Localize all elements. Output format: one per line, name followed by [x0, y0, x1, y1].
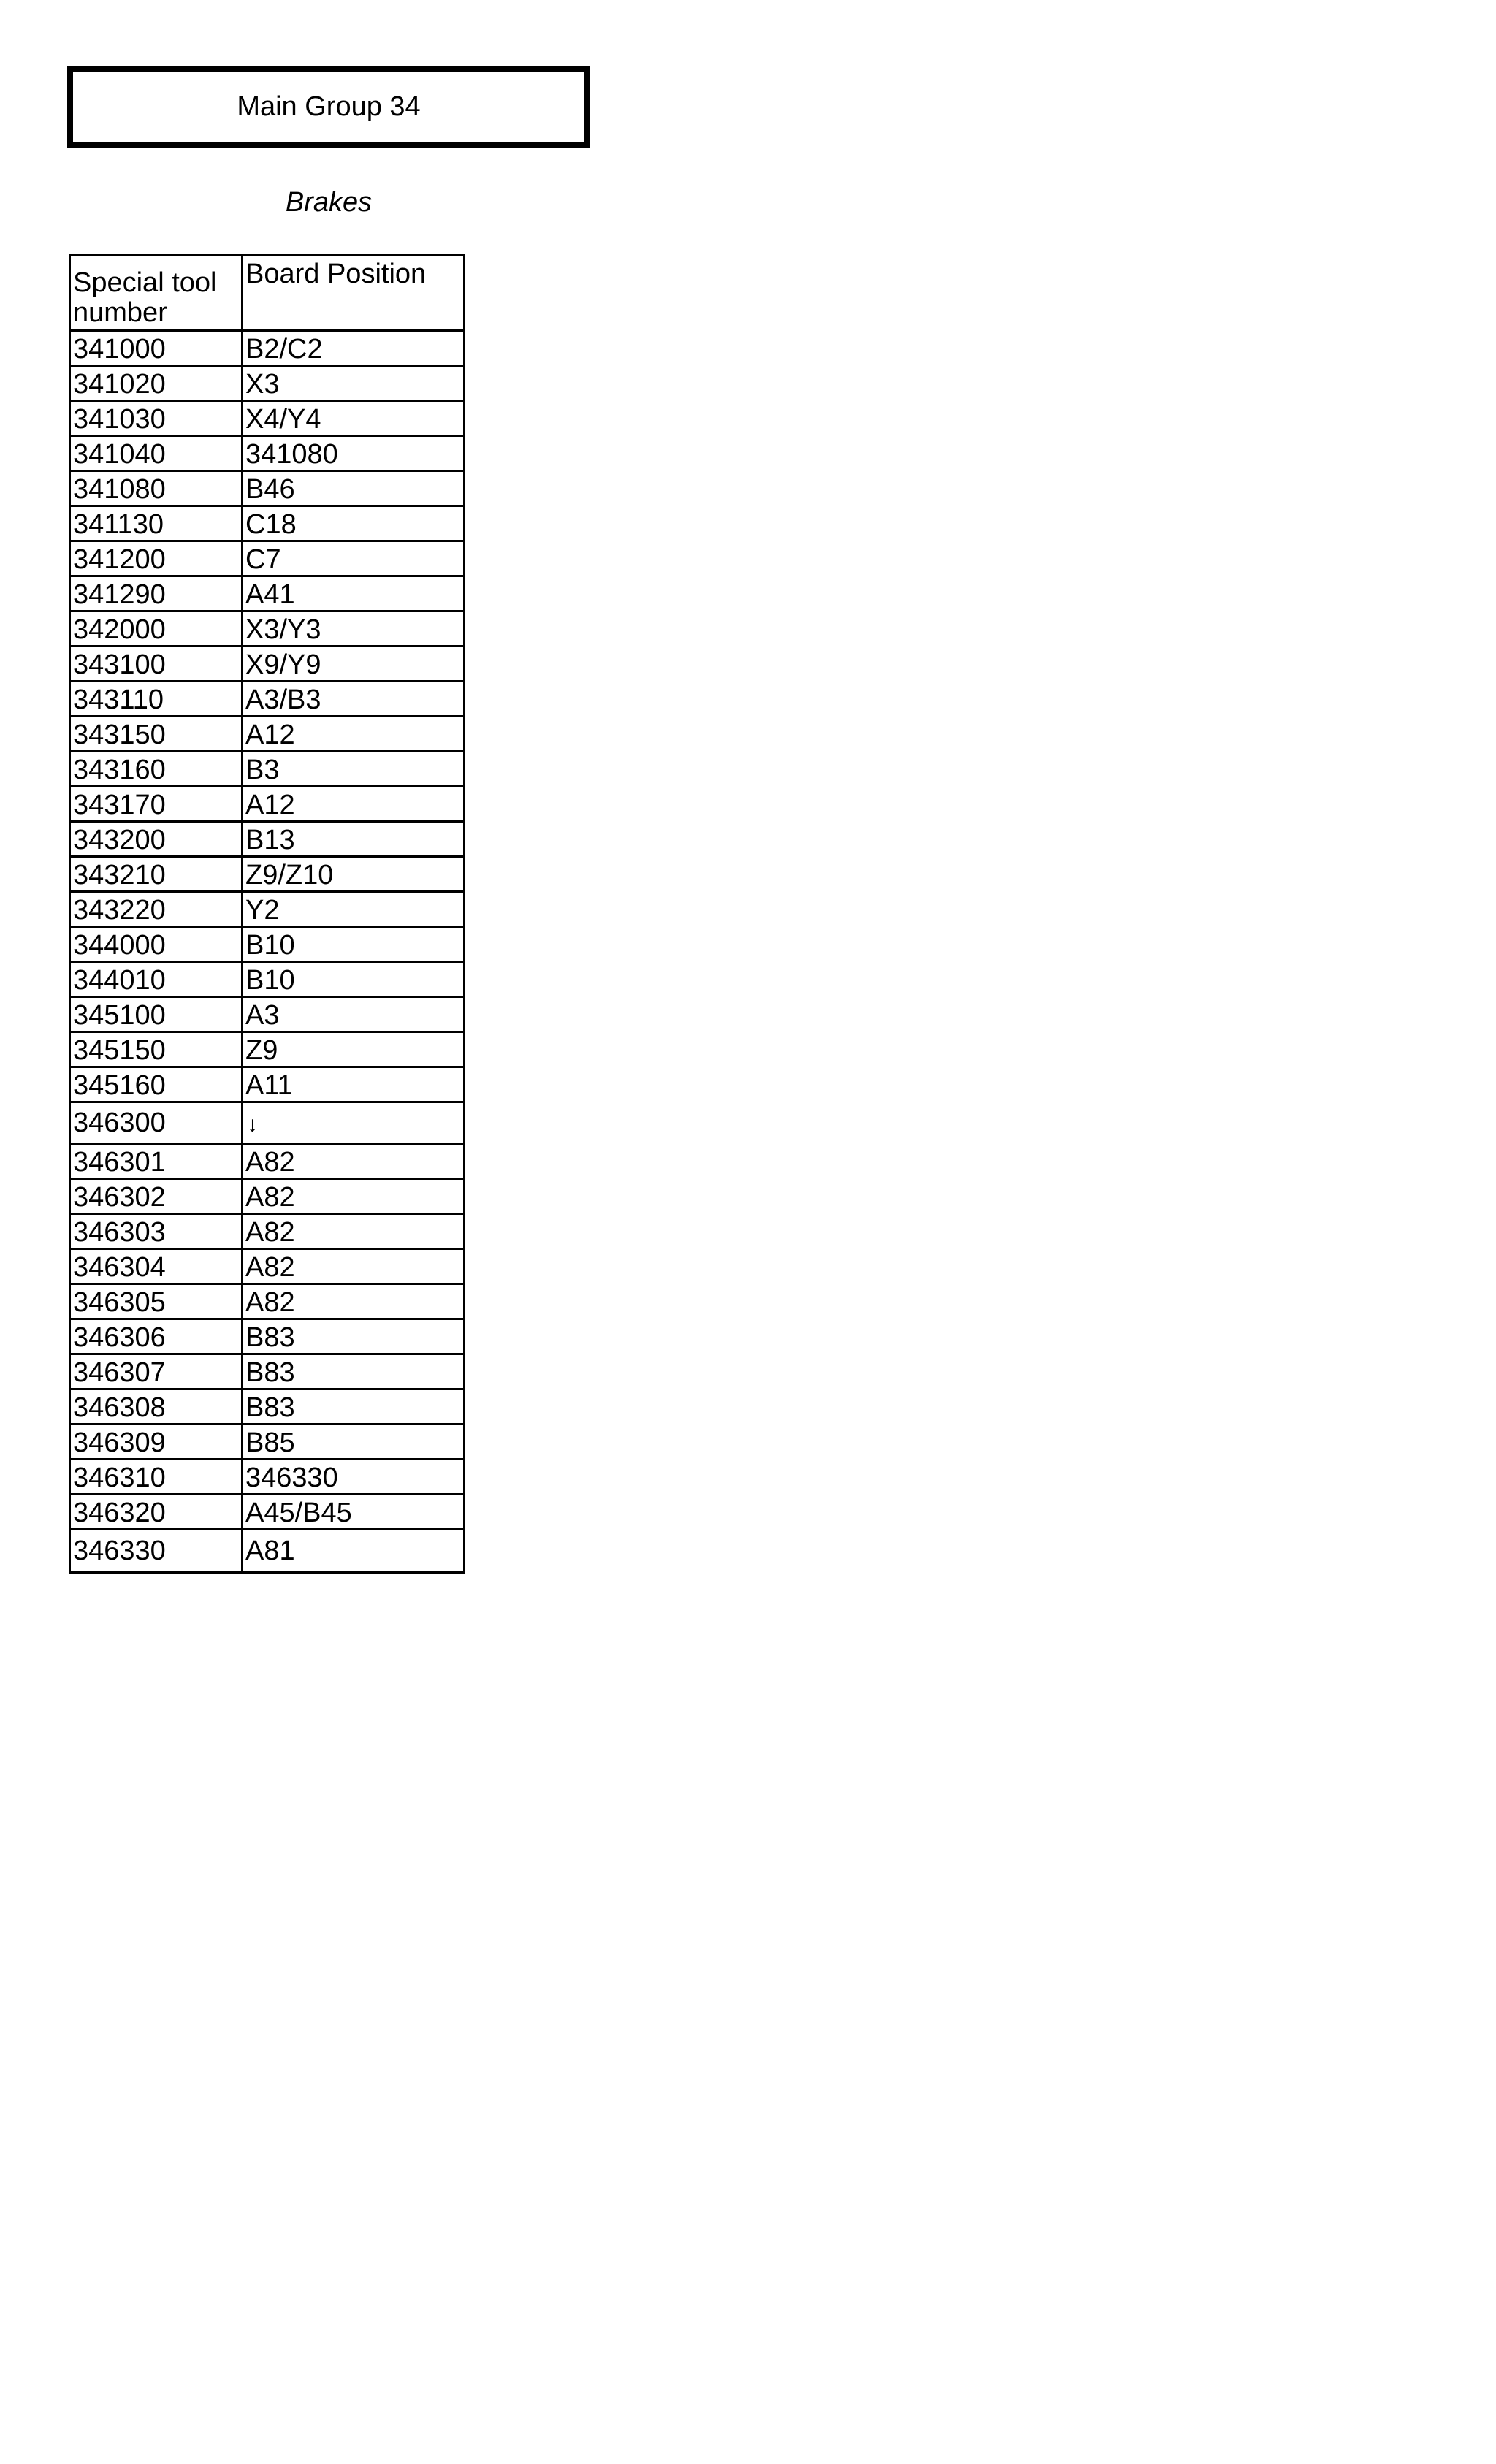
table-row — [70, 541, 465, 576]
table-row — [70, 1319, 465, 1354]
table-row — [70, 576, 465, 611]
tool-number-cell: 343220 — [70, 892, 243, 927]
table-row — [70, 1214, 465, 1249]
tool-number-cell: 346310 — [70, 1460, 243, 1495]
board-position-cell: A45/B45 — [243, 1495, 465, 1530]
table-row — [70, 822, 465, 857]
table-row — [70, 366, 465, 401]
arrow-down-icon: ↓ — [247, 1112, 258, 1137]
board-position-cell: X4/Y4 — [243, 401, 465, 436]
board-position-cell: A3 — [243, 997, 465, 1032]
tool-number-cell: 343170 — [70, 787, 243, 822]
table-row — [70, 646, 465, 682]
column-header-board-position: Board Position — [243, 256, 465, 331]
table-row — [70, 401, 465, 436]
board-position-cell: A82 — [243, 1249, 465, 1284]
tool-number-cell: 344010 — [70, 962, 243, 997]
board-position-cell: C7 — [243, 541, 465, 576]
table-row — [70, 611, 465, 646]
board-position-cell: C18 — [243, 506, 465, 541]
board-position-cell: X9/Y9 — [243, 646, 465, 682]
tool-number-cell: 345150 — [70, 1032, 243, 1067]
tool-number-cell: 346302 — [70, 1179, 243, 1214]
board-position-cell: Z9 — [243, 1032, 465, 1067]
board-position-cell: A82 — [243, 1214, 465, 1249]
table-row — [70, 1460, 465, 1495]
table-row — [70, 1424, 465, 1460]
table-row — [70, 997, 465, 1032]
tool-number-cell: 341030 — [70, 401, 243, 436]
tool-number-cell: 341080 — [70, 471, 243, 506]
tool-number-cell: 346307 — [70, 1354, 243, 1389]
table-row — [70, 787, 465, 822]
table-row — [70, 752, 465, 787]
table-row — [70, 962, 465, 997]
table-row — [70, 927, 465, 962]
board-position-cell: A3/B3 — [243, 682, 465, 717]
table-row — [70, 436, 465, 471]
tool-number-cell: 341200 — [70, 541, 243, 576]
table-row — [70, 1249, 465, 1284]
tool-number-cell: 343100 — [70, 646, 243, 682]
tool-number-cell: 346308 — [70, 1389, 243, 1424]
table-row — [70, 1067, 465, 1102]
board-position-cell: A12 — [243, 717, 465, 752]
board-position-cell: B85 — [243, 1424, 465, 1460]
tool-number-cell: 346320 — [70, 1495, 243, 1530]
table-row — [70, 331, 465, 366]
board-position-cell — [243, 1102, 465, 1144]
table-row — [70, 1495, 465, 1530]
board-position-cell: A11 — [243, 1067, 465, 1102]
table-row — [70, 1102, 465, 1144]
table-header-row — [70, 256, 465, 331]
board-position-cell: Y2 — [243, 892, 465, 927]
board-position-cell: B3 — [243, 752, 465, 787]
board-position-cell: B83 — [243, 1354, 465, 1389]
tool-number-cell: 344000 — [70, 927, 243, 962]
board-position-cell: B13 — [243, 822, 465, 857]
table-row — [70, 1032, 465, 1067]
table-row — [70, 682, 465, 717]
board-position-cell: A12 — [243, 787, 465, 822]
tool-number-cell: 341000 — [70, 331, 243, 366]
board-position-cell: A82 — [243, 1144, 465, 1179]
tool-number-cell: 346301 — [70, 1144, 243, 1179]
table-row — [70, 1144, 465, 1179]
section-subtitle: Brakes — [285, 187, 373, 218]
table-row — [70, 857, 465, 892]
table-row — [70, 1284, 465, 1319]
tool-number-cell: 342000 — [70, 611, 243, 646]
board-position-cell: A41 — [243, 576, 465, 611]
board-position-cell: X3/Y3 — [243, 611, 465, 646]
tool-number-cell: 346305 — [70, 1284, 243, 1319]
page-title: Main Group 34 — [237, 91, 421, 122]
tool-number-cell: 346303 — [70, 1214, 243, 1249]
board-position-cell: A82 — [243, 1179, 465, 1214]
board-position-cell: Z9/Z10 — [243, 857, 465, 892]
tool-number-cell: 346304 — [70, 1249, 243, 1284]
board-position-cell: B2/C2 — [243, 331, 465, 366]
tool-number-cell: 346300 — [70, 1102, 243, 1144]
tool-number-cell: 343160 — [70, 752, 243, 787]
board-position-cell: 341080 — [243, 436, 465, 471]
tool-number-cell: 341020 — [70, 366, 243, 401]
tool-number-cell: 341290 — [70, 576, 243, 611]
tool-number-cell: 343210 — [70, 857, 243, 892]
tool-number-cell: 346306 — [70, 1319, 243, 1354]
board-position-cell: B10 — [243, 962, 465, 997]
table-row — [70, 471, 465, 506]
tool-number-cell: 341130 — [70, 506, 243, 541]
tool-number-cell: 343110 — [70, 682, 243, 717]
board-position-cell: B83 — [243, 1319, 465, 1354]
tool-number-cell: 343200 — [70, 822, 243, 857]
table-row — [70, 1389, 465, 1424]
table-row — [70, 1354, 465, 1389]
table-row — [70, 717, 465, 752]
board-position-cell: A82 — [243, 1284, 465, 1319]
column-header-tool-number: Special tool number — [70, 256, 243, 331]
board-position-cell: X3 — [243, 366, 465, 401]
tool-number-cell: 346330 — [70, 1530, 243, 1573]
table-row — [70, 506, 465, 541]
table-row — [70, 892, 465, 927]
table-row — [70, 1530, 465, 1573]
tool-number-cell: 341040 — [70, 436, 243, 471]
tool-number-cell: 343150 — [70, 717, 243, 752]
tool-number-cell: 346309 — [70, 1424, 243, 1460]
tool-number-cell: 345160 — [70, 1067, 243, 1102]
board-position-cell: B83 — [243, 1389, 465, 1424]
special-tools-table — [69, 254, 465, 1574]
tool-number-cell: 345100 — [70, 997, 243, 1032]
board-position-cell: B10 — [243, 927, 465, 962]
board-position-cell: 346330 — [243, 1460, 465, 1495]
table-row — [70, 1179, 465, 1214]
board-position-cell: B46 — [243, 471, 465, 506]
main-group-title-box — [67, 66, 590, 148]
board-position-cell: A81 — [243, 1530, 465, 1573]
